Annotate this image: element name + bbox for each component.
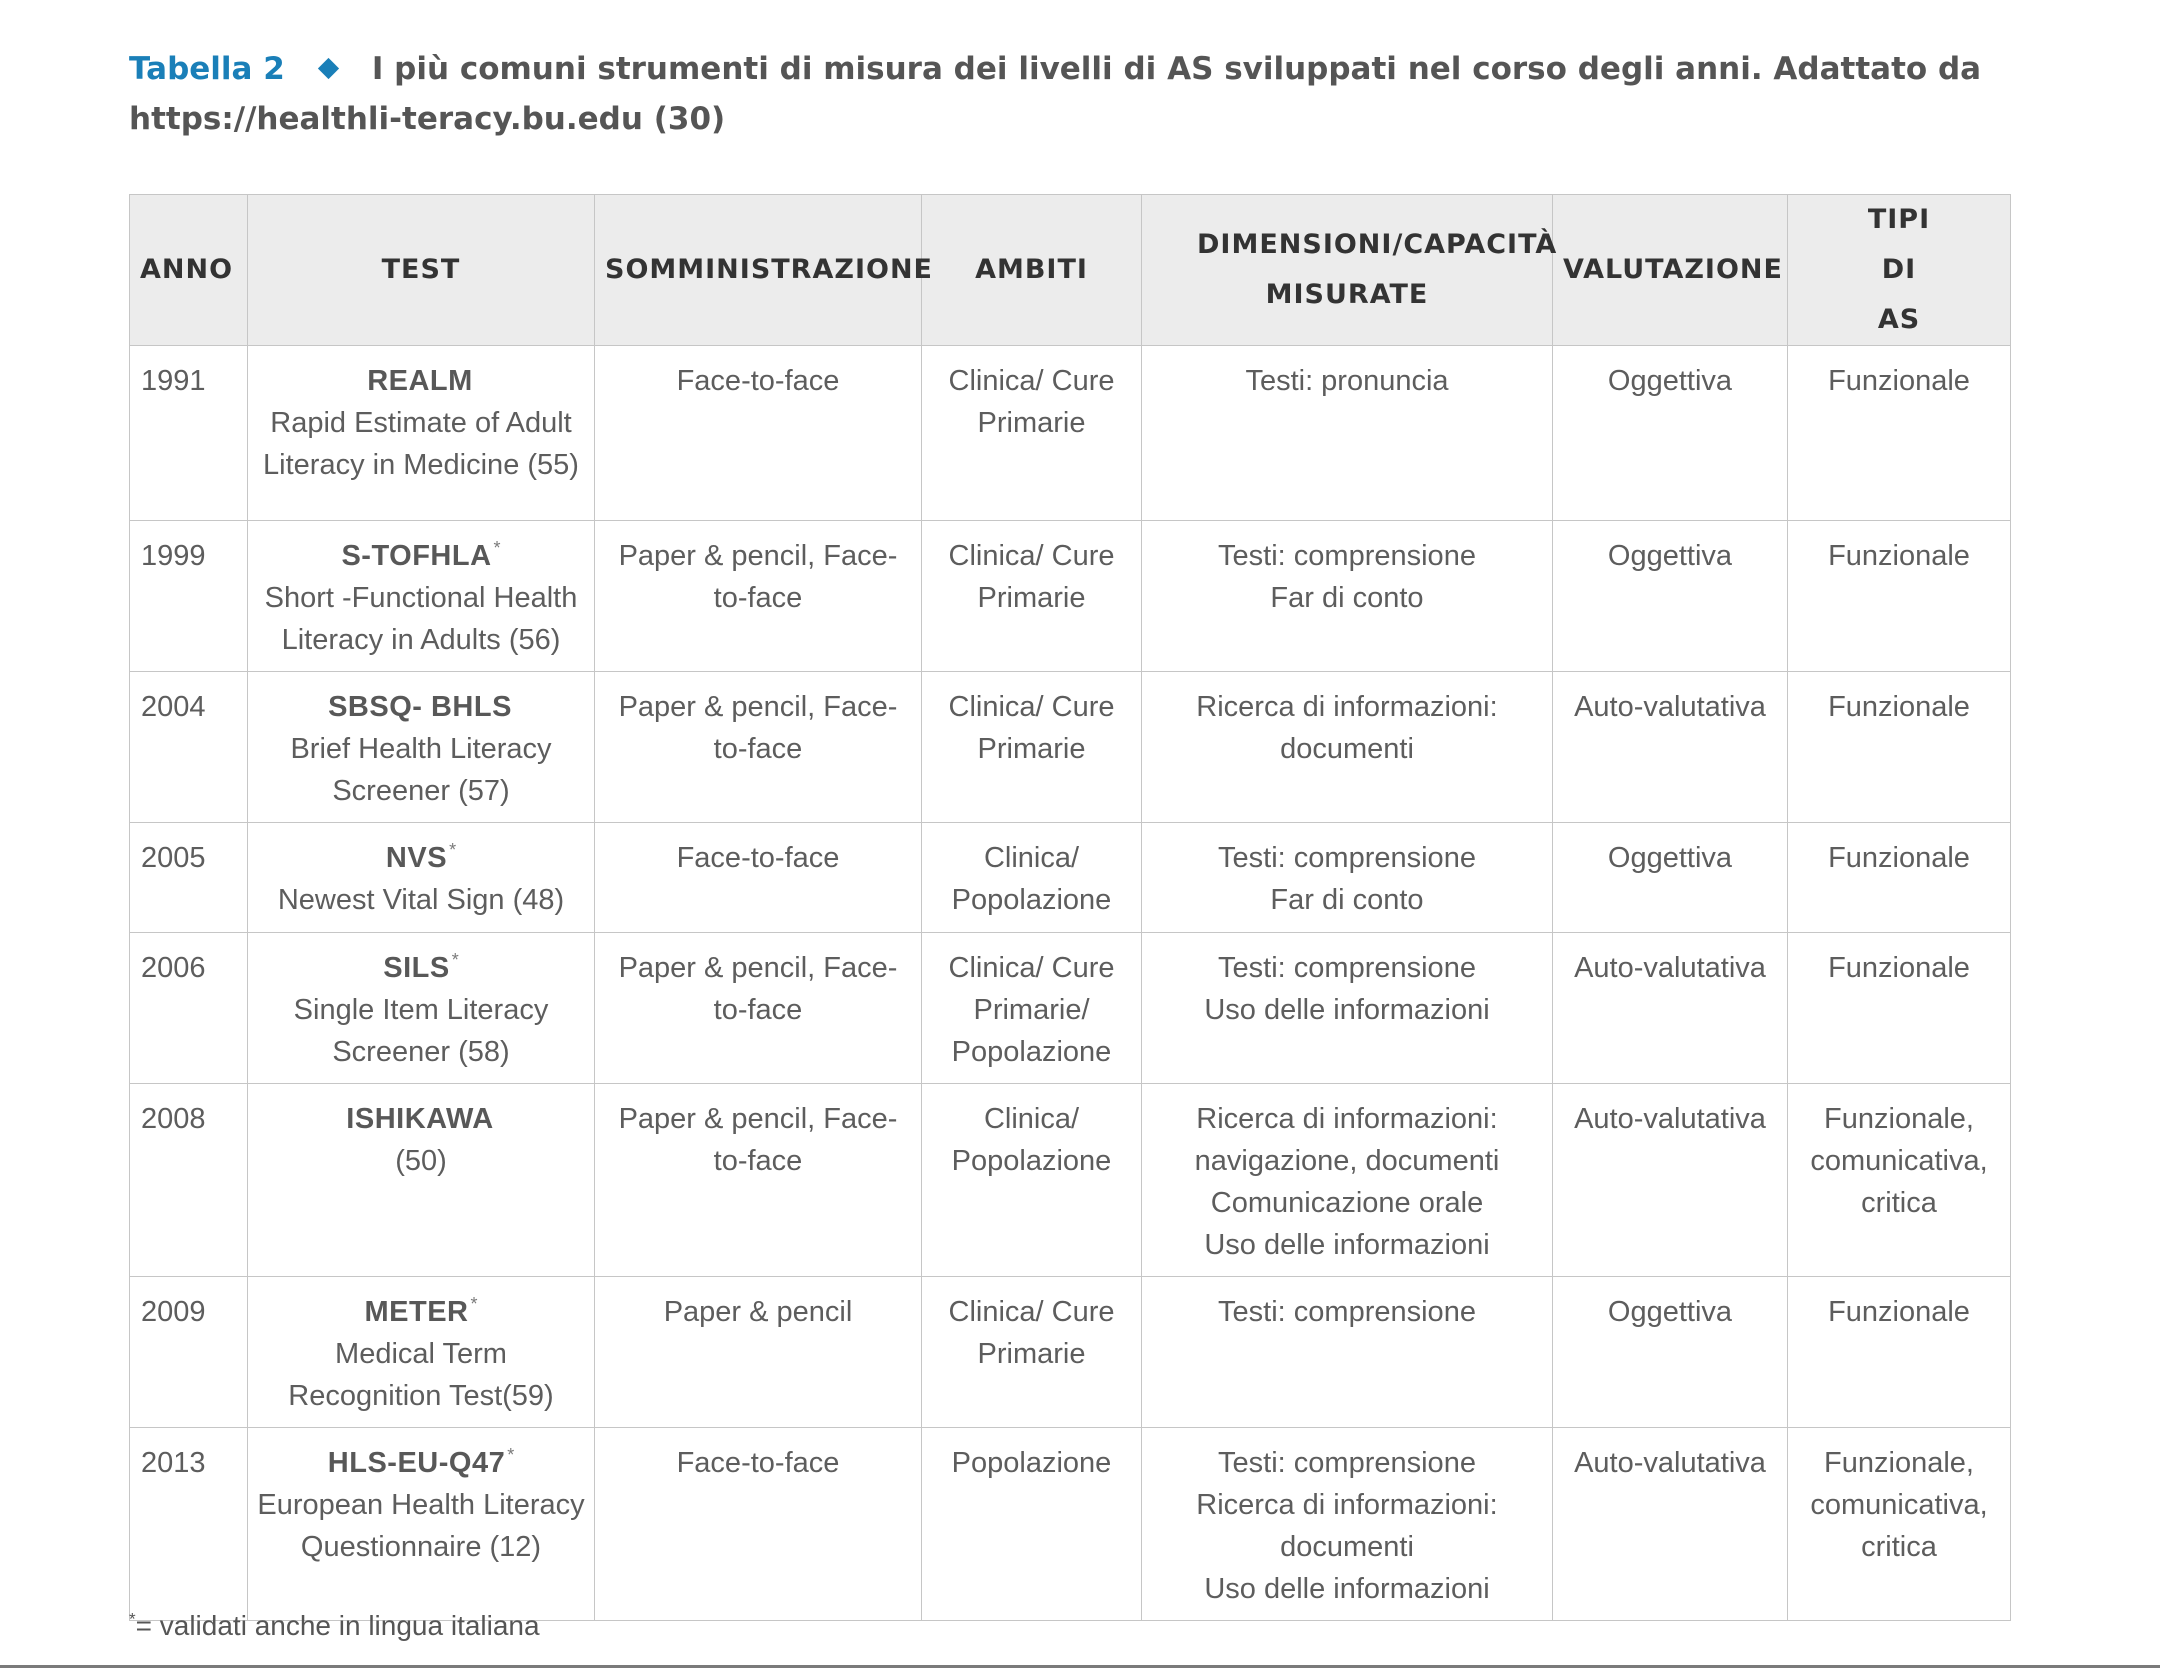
- test-name: S-TOFHLA: [341, 540, 492, 572]
- column-header: ANNO: [130, 195, 248, 346]
- year-cell: 1991: [130, 346, 248, 521]
- literacy-types-cell: Funzionale: [1788, 933, 2011, 1084]
- year-cell: 2013: [130, 1428, 248, 1621]
- dimension-line: Testi: comprensione: [1218, 1447, 1476, 1479]
- test-cell: [248, 672, 595, 823]
- dimensions-cell: [1142, 672, 1553, 823]
- test-name-line: [256, 1098, 586, 1140]
- administration-cell: Face-to-face: [595, 823, 922, 933]
- evaluation-cell: Oggettiva: [1553, 1277, 1788, 1428]
- dimension-line: Testi: comprensione: [1218, 842, 1476, 874]
- dimensions-cell: [1142, 823, 1553, 933]
- test-cell: [248, 521, 595, 672]
- table-row: [130, 1428, 2011, 1621]
- validated-asterisk: *: [507, 1445, 515, 1466]
- test-description: Medical Term Recognition Test(59): [288, 1338, 554, 1412]
- year-cell: 2004: [130, 672, 248, 823]
- test-name: SILS: [383, 952, 450, 984]
- scope-cell: Clinica/ Cure Primarie: [922, 521, 1142, 672]
- literacy-types-cell: Funzionale: [1788, 672, 2011, 823]
- administration-cell: Paper & pencil, Face-to-face: [595, 1084, 922, 1277]
- table-row: [130, 933, 2011, 1084]
- column-header: SOMMINISTRAZIONE: [595, 195, 922, 346]
- literacy-types-cell: Funzionale: [1788, 1277, 2011, 1428]
- year-cell: 2009: [130, 1277, 248, 1428]
- table-row: [130, 1277, 2011, 1428]
- year-cell: 2005: [130, 823, 248, 933]
- measurement-tools-table: [129, 194, 2011, 1621]
- test-name-line: [256, 947, 586, 989]
- test-description: Single Item Literacy Screener (58): [293, 994, 549, 1068]
- evaluation-cell: Oggettiva: [1553, 823, 1788, 933]
- administration-cell: Paper & pencil, Face-to-face: [595, 933, 922, 1084]
- evaluation-cell: Oggettiva: [1553, 521, 1788, 672]
- column-header: VALUTAZIONE: [1553, 195, 1788, 346]
- test-name: METER: [364, 1296, 469, 1328]
- dimension-line: Uso delle informazioni: [1204, 994, 1490, 1026]
- test-name-line: [256, 1442, 586, 1484]
- dimensions-cell: [1142, 1084, 1553, 1277]
- dimension-line: Ricerca di informazioni: documenti: [1196, 691, 1498, 765]
- literacy-types-cell: Funzionale: [1788, 823, 2011, 933]
- dimensions-cell: [1142, 933, 1553, 1084]
- literacy-types-cell: Funzionale, comunicativa, critica: [1788, 1428, 2011, 1621]
- evaluation-cell: Auto-valutativa: [1553, 672, 1788, 823]
- year-cell: 1999: [130, 521, 248, 672]
- validated-asterisk: *: [493, 538, 501, 559]
- dimension-line: Uso delle informazioni: [1204, 1573, 1490, 1605]
- test-name-line: [256, 1291, 586, 1333]
- test-description: (50): [395, 1145, 447, 1177]
- literacy-types-cell: Funzionale, comunicativa, critica: [1788, 1084, 2011, 1277]
- dimension-line: Testi: comprensione: [1218, 1296, 1476, 1328]
- dimension-line: Ricerca di informazioni: documenti: [1196, 1489, 1498, 1563]
- test-cell: [248, 1277, 595, 1428]
- validated-asterisk: *: [451, 950, 459, 971]
- dimensions-cell: [1142, 1277, 1553, 1428]
- year-cell: 2008: [130, 1084, 248, 1277]
- validated-asterisk: *: [470, 1294, 478, 1315]
- administration-cell: Paper & pencil, Face-to-face: [595, 521, 922, 672]
- administration-cell: Face-to-face: [595, 346, 922, 521]
- footnote-asterisk: *: [129, 1609, 136, 1629]
- year-cell: 2006: [130, 933, 248, 1084]
- evaluation-cell: Oggettiva: [1553, 346, 1788, 521]
- scope-cell: Clinica/ Cure Primarie: [922, 1277, 1142, 1428]
- column-header: AMBITI: [922, 195, 1142, 346]
- scope-cell: Clinica/ Popolazione: [922, 1084, 1142, 1277]
- dimension-line: Ricerca di informazioni: navigazione, documenti: [1194, 1103, 1500, 1177]
- evaluation-cell: Auto-valutativa: [1553, 933, 1788, 1084]
- literacy-types-cell: Funzionale: [1788, 521, 2011, 672]
- test-cell: [248, 823, 595, 933]
- scope-cell: Popolazione: [922, 1428, 1142, 1621]
- validated-asterisk: *: [449, 840, 457, 861]
- dimension-line: Comunicazione orale: [1210, 1187, 1484, 1219]
- scope-cell: Clinica/ Cure Primarie: [922, 346, 1142, 521]
- dimension-line: Uso delle informazioni: [1204, 1229, 1490, 1261]
- table-row: [130, 346, 2011, 521]
- dimensions-cell: [1142, 521, 1553, 672]
- administration-cell: Paper & pencil, Face-to-face: [595, 672, 922, 823]
- scope-cell: Clinica/ Popolazione: [922, 823, 1142, 933]
- footnote: [129, 1606, 540, 1646]
- column-header: TIPI DI AS: [1788, 195, 2011, 346]
- test-name: ISHIKAWA: [346, 1103, 494, 1135]
- dimensions-cell: [1142, 346, 1553, 521]
- test-description: Short -Functional Health Literacy in Adults (56): [264, 582, 578, 656]
- test-description: Newest Vital Sign (48): [277, 884, 565, 916]
- test-name: SBSQ- BHLS: [328, 691, 512, 723]
- column-header: DIMENSIONI/CAPACITÀ MISURATE: [1142, 195, 1553, 346]
- test-name: HLS-EU-Q47: [327, 1447, 506, 1479]
- table-label: Tabella 2: [129, 51, 285, 87]
- test-cell: [248, 1084, 595, 1277]
- diamond-icon: [318, 58, 339, 79]
- dimension-line: Far di conto: [1270, 884, 1424, 916]
- test-description: Rapid Estimate of Adult Literacy in Medicine (55): [263, 407, 579, 481]
- table-row: [130, 823, 2011, 933]
- test-description: Brief Health Literacy Screener (57): [290, 733, 552, 807]
- footnote-text: = validati anche in lingua italiana: [135, 1610, 540, 1641]
- test-name-line: [256, 535, 586, 577]
- scope-cell: Clinica/ Cure Primarie: [922, 672, 1142, 823]
- header-row: [130, 195, 2011, 346]
- test-name: NVS: [385, 842, 448, 874]
- dimension-line: Testi: comprensione: [1218, 952, 1476, 984]
- evaluation-cell: Auto-valutativa: [1553, 1428, 1788, 1621]
- test-cell: [248, 346, 595, 521]
- test-name: REALM: [367, 365, 473, 397]
- dimensions-cell: [1142, 1428, 1553, 1621]
- test-cell: [248, 1428, 595, 1621]
- column-header: TEST: [248, 195, 595, 346]
- scope-cell: Clinica/ Cure Primarie/ Popolazione: [922, 933, 1142, 1084]
- dimension-line: Testi: pronuncia: [1245, 365, 1449, 397]
- evaluation-cell: Auto-valutativa: [1553, 1084, 1788, 1277]
- table-row: [130, 672, 2011, 823]
- administration-cell: Face-to-face: [595, 1428, 922, 1621]
- literacy-types-cell: Funzionale: [1788, 346, 2011, 521]
- table-row: [130, 1084, 2011, 1277]
- test-cell: [248, 933, 595, 1084]
- dimension-line: Testi: comprensione: [1218, 540, 1476, 572]
- dimension-line: Far di conto: [1270, 582, 1424, 614]
- test-description: European Health Literacy Questionnaire (12): [257, 1489, 585, 1563]
- table-row: [130, 521, 2011, 672]
- test-name-line: [256, 360, 586, 402]
- caption-text: I più comuni strumenti di misura dei livelli di AS sviluppati nel corso degli anni. Adattato da https://healthli-teracy.bu.edu (30): [129, 51, 1982, 137]
- administration-cell: Paper & pencil: [595, 1277, 922, 1428]
- test-name-line: [256, 686, 586, 728]
- table-caption: [129, 44, 2029, 144]
- test-name-line: [256, 837, 586, 879]
